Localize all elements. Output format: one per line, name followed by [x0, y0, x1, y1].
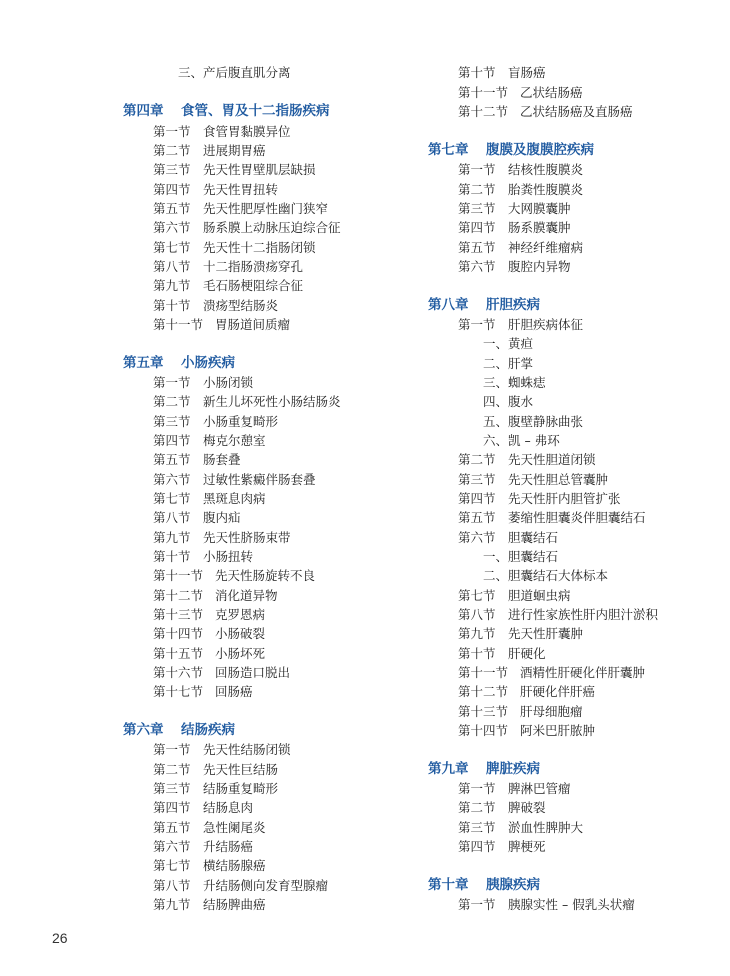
- section-entry: [458, 83, 583, 102]
- section-number: 第二节: [153, 394, 191, 409]
- chapter-number: 第六章: [123, 722, 164, 738]
- section-number: 第四节: [153, 433, 191, 448]
- section-number: 第五节: [153, 820, 191, 835]
- chapter-heading: [428, 876, 540, 895]
- section-title: 先天性肝囊肿: [508, 626, 584, 641]
- section-entry: [458, 450, 596, 469]
- section-number: 第六节: [458, 530, 496, 545]
- section-number: 第一节: [153, 742, 191, 757]
- section-number: 第八节: [153, 510, 191, 525]
- section-title: 先天性胃壁肌层缺损: [203, 162, 316, 177]
- section-number: 第三节: [458, 472, 496, 487]
- section-title: 回肠癌: [215, 684, 253, 699]
- section-title: 肝硬化伴肝癌: [520, 684, 596, 699]
- section-title: 阿米巴肝脓肿: [520, 723, 596, 738]
- section-number: 第十二节: [458, 684, 509, 699]
- section-title: 肝硬化: [508, 646, 546, 661]
- section-number: 第五节: [458, 240, 496, 255]
- section-entry: [458, 489, 621, 508]
- section-entry: [458, 160, 583, 179]
- section-title: 过敏性紫癜伴肠套叠: [203, 472, 316, 487]
- section-number: 第十节: [153, 549, 191, 564]
- chapter-title: 肝胆疾病: [486, 297, 540, 313]
- section-number: 第八节: [458, 607, 496, 622]
- section-number: 第五节: [153, 452, 191, 467]
- section-title: 急性阑尾炎: [203, 820, 266, 835]
- section-title: 先天性十二指肠闭锁: [203, 240, 316, 255]
- chapter-number: 第四章: [123, 103, 164, 119]
- chapter-number: 第九章: [428, 761, 469, 777]
- chapter-number: 第五章: [123, 355, 164, 371]
- section-number: 第二节: [153, 143, 191, 158]
- section-number: 第十节: [458, 646, 496, 661]
- section-number: 第九节: [153, 530, 191, 545]
- section-number: 第四节: [458, 491, 496, 506]
- section-title: 胰腺实性 – 假乳头状瘤: [508, 897, 635, 912]
- section-title: 肝胆疾病体征: [508, 317, 584, 332]
- section-number: 第十一节: [458, 665, 509, 680]
- section-title: 消化道异物: [215, 588, 278, 603]
- section-number: 第十三节: [458, 704, 509, 719]
- section-title: 肠系膜上动脉压迫综合征: [203, 220, 341, 235]
- section-entry: [458, 798, 546, 817]
- section-number: 第十二节: [153, 588, 204, 603]
- section-number: 第十节: [153, 298, 191, 313]
- section-title: 乙状结肠癌: [520, 85, 583, 100]
- section-number: 第三节: [153, 781, 191, 796]
- section-number: 第四节: [458, 220, 496, 235]
- section-title: 肠套叠: [203, 452, 241, 467]
- section-number: 第二节: [458, 182, 496, 197]
- section-title: 胃肠道间质瘤: [215, 317, 291, 332]
- section-title: 横结肠腺癌: [203, 858, 266, 873]
- section-number: 第二节: [153, 762, 191, 777]
- chapter-title: 胰腺疾病: [486, 877, 540, 893]
- section-entry: [458, 470, 608, 489]
- subsection-entry: 四、腹水: [483, 394, 534, 409]
- section-number: 第九节: [153, 278, 191, 293]
- section-title: 肝母细胞瘤: [520, 704, 583, 719]
- chapter-title: 结肠疾病: [181, 722, 235, 738]
- chapter-number: 第八章: [428, 297, 469, 313]
- section-number: 第十四节: [153, 626, 204, 641]
- section-title: 小肠重复畸形: [203, 414, 279, 429]
- section-title: 结核性腹膜炎: [508, 162, 584, 177]
- section-title: 先天性肝内胆管扩张: [508, 491, 621, 506]
- section-title: 小肠闭锁: [203, 375, 254, 390]
- section-title: 酒精性肝硬化伴肝囊肿: [520, 665, 646, 680]
- section-number: 第一节: [153, 375, 191, 390]
- section-title: 胆道蛔虫病: [508, 588, 571, 603]
- section-number: 第一节: [458, 317, 496, 332]
- section-number: 第十一节: [153, 568, 204, 583]
- chapter-heading: [428, 296, 540, 315]
- section-title: 脾破裂: [508, 800, 546, 815]
- section-number: 第六节: [153, 472, 191, 487]
- section-title: 食管胃黏膜异位: [203, 124, 291, 139]
- section-number: 第十六节: [153, 665, 204, 680]
- chapter-title: 小肠疾病: [181, 355, 235, 371]
- section-title: 脾梗死: [508, 839, 546, 854]
- section-number: 第一节: [458, 781, 496, 796]
- section-title: 先天性肠旋转不良: [215, 568, 316, 583]
- subsection-entry: 一、黄疸: [483, 336, 534, 351]
- section-title: 十二指肠溃疡穿孔: [203, 259, 304, 274]
- subsection-entry: 一、胆囊结石: [483, 549, 559, 564]
- section-title: 毛石肠梗阻综合征: [203, 278, 304, 293]
- section-number: 第五节: [153, 201, 191, 216]
- subsection-entry: 三、蜘蛛痣: [483, 375, 546, 390]
- section-title: 乙状结肠癌及直肠癌: [520, 104, 633, 119]
- section-title: 进行性家族性肝内胆汁淤积: [508, 607, 659, 622]
- section-number: 第十二节: [458, 104, 509, 119]
- section-number: 第六节: [153, 839, 191, 854]
- section-number: 第七节: [153, 491, 191, 506]
- section-entry: [458, 586, 571, 605]
- section-number: 第十节: [458, 65, 496, 80]
- section-number: 第七节: [458, 588, 496, 603]
- section-title: 先天性肥厚性幽门狭窄: [203, 201, 329, 216]
- subsection-entry: 五、腹壁静脉曲张: [483, 414, 584, 429]
- section-title: 进展期胃癌: [203, 143, 266, 158]
- section-title: 新生儿坏死性小肠结肠炎: [203, 394, 341, 409]
- section-title: 腹内疝: [203, 510, 241, 525]
- section-number: 第二节: [458, 452, 496, 467]
- subsection-entry: 六、凯 – 弗环: [483, 433, 560, 448]
- section-entry: [458, 218, 571, 237]
- section-entry: [458, 818, 583, 837]
- section-title: 小肠扭转: [203, 549, 254, 564]
- section-title: 胆囊结石: [508, 530, 559, 545]
- section-title: 升结肠癌: [203, 839, 254, 854]
- section-title: 小肠坏死: [215, 646, 266, 661]
- section-number: 第一节: [458, 162, 496, 177]
- section-entry: [458, 837, 546, 856]
- section-title: 腹腔内异物: [508, 259, 571, 274]
- section-number: 第三节: [153, 414, 191, 429]
- section-entry: [458, 663, 645, 682]
- section-entry: [458, 63, 546, 82]
- section-number: 第十一节: [153, 317, 204, 332]
- section-title: 结肠息肉: [203, 800, 254, 815]
- section-title: 先天性结肠闭锁: [203, 742, 291, 757]
- section-entry: [458, 624, 583, 643]
- chapter-number: 第七章: [428, 142, 469, 158]
- section-number: 第六节: [153, 220, 191, 235]
- page-number: 26: [52, 930, 68, 946]
- section-entry: [458, 605, 658, 624]
- section-number: 第四节: [458, 839, 496, 854]
- section-number: 第八节: [153, 259, 191, 274]
- section-entry: [458, 180, 583, 199]
- section-title: 回肠造口脱出: [215, 665, 291, 680]
- chapter-heading: [428, 760, 540, 779]
- section-number: 第一节: [458, 897, 496, 912]
- section-title: 梅克尔憩室: [203, 433, 266, 448]
- subsection-entry: 二、胆囊结石大体标本: [483, 568, 609, 583]
- section-number: 第九节: [458, 626, 496, 641]
- section-title: 克罗恩病: [215, 607, 266, 622]
- section-title: 脾淋巴管瘤: [508, 781, 571, 796]
- section-number: 第十七节: [153, 684, 204, 699]
- section-title: 先天性巨结肠: [203, 762, 279, 777]
- section-title: 升结肠侧向发育型腺瘤: [203, 878, 329, 893]
- section-title: 胎粪性腹膜炎: [508, 182, 584, 197]
- section-number: 第四节: [153, 182, 191, 197]
- section-entry: [458, 721, 595, 740]
- section-number: 第七节: [153, 858, 191, 873]
- chapter-heading: [428, 141, 594, 160]
- section-entry: [458, 702, 583, 721]
- section-title: 大网膜囊肿: [508, 201, 571, 216]
- section-entry: [458, 682, 595, 701]
- section-title: 结肠脾曲癌: [203, 897, 266, 912]
- section-number: 第七节: [153, 240, 191, 255]
- section-number: 第四节: [153, 800, 191, 815]
- section-title: 小肠破裂: [215, 626, 266, 641]
- section-entry: [458, 238, 583, 257]
- section-title: 溃疡型结肠炎: [203, 298, 279, 313]
- section-title: 先天性胆总管囊肿: [508, 472, 609, 487]
- section-number: 第二节: [458, 800, 496, 815]
- section-number: 第十四节: [458, 723, 509, 738]
- chapter-title: 腹膜及腹膜腔疾病: [486, 142, 594, 158]
- section-entry: [458, 779, 571, 798]
- section-entry: [458, 199, 571, 218]
- section-title: 先天性胃扭转: [203, 182, 279, 197]
- section-number: 第五节: [458, 510, 496, 525]
- section-number: 第三节: [458, 820, 496, 835]
- section-number: 第三节: [458, 201, 496, 216]
- section-title: 先天性脐肠束带: [203, 530, 291, 545]
- section-number: 第三节: [153, 162, 191, 177]
- section-entry: [458, 895, 635, 914]
- section-entry: [458, 102, 633, 121]
- section-number: 第十三节: [153, 607, 204, 622]
- section-title: 肠系膜囊肿: [508, 220, 571, 235]
- section-title: 萎缩性胆囊炎伴胆囊结石: [508, 510, 646, 525]
- chapter-number: 第十章: [428, 877, 469, 893]
- section-title: 盲肠癌: [508, 65, 546, 80]
- section-title: 先天性胆道闭锁: [508, 452, 596, 467]
- section-number: 第六节: [458, 259, 496, 274]
- section-entry: [458, 528, 558, 547]
- section-title: 黑斑息肉病: [203, 491, 266, 506]
- chapter-title: 食管、胃及十二指肠疾病: [181, 103, 330, 119]
- section-entry: [458, 508, 646, 527]
- subsection-entry: 二、肝掌: [483, 356, 534, 371]
- section-title: 神经纤维瘤病: [508, 240, 584, 255]
- section-title: 淤血性脾肿大: [508, 820, 584, 835]
- section-number: 第一节: [153, 124, 191, 139]
- section-entry: [458, 315, 583, 334]
- section-number: 第十五节: [153, 646, 204, 661]
- section-number: 第九节: [153, 897, 191, 912]
- section-title: 结肠重复畸形: [203, 781, 279, 796]
- chapter-title: 脾脏疾病: [486, 761, 540, 777]
- section-entry: [458, 644, 546, 663]
- section-number: 第八节: [153, 878, 191, 893]
- section-entry: [458, 257, 571, 276]
- subsection-entry: 三、产后腹直肌分离: [178, 65, 291, 80]
- section-number: 第十一节: [458, 85, 509, 100]
